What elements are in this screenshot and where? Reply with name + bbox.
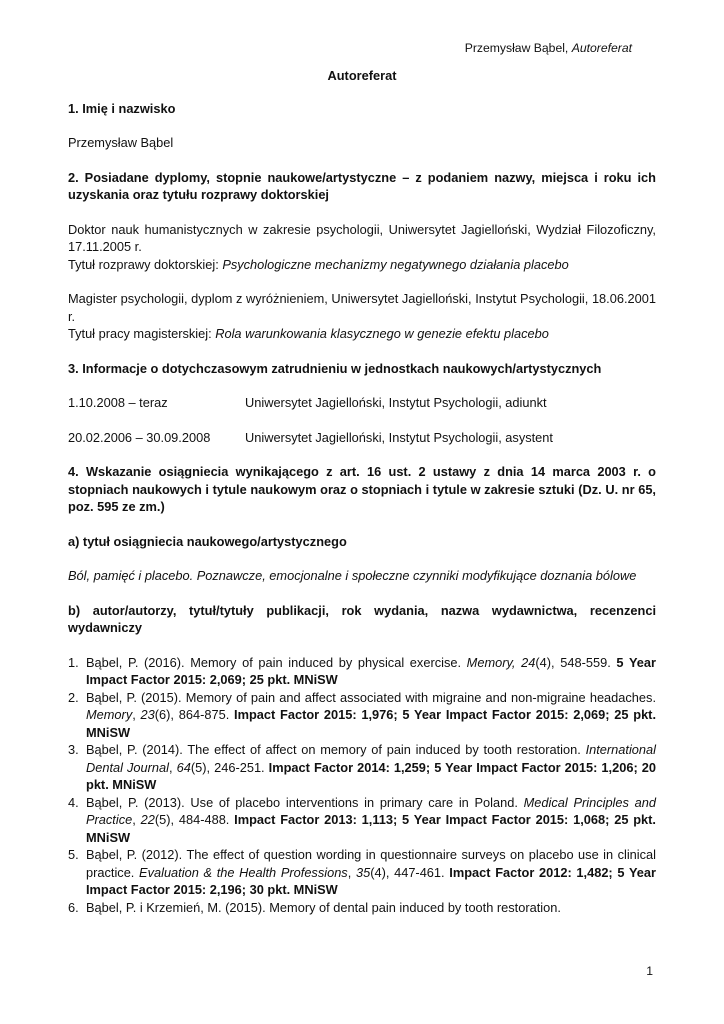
running-header bbox=[465, 41, 632, 55]
publication-number: 3. bbox=[68, 742, 79, 757]
phd-degree: Doktor nauk humanistycznych w zakresie psychologii, Uniwersytet Jagielloński, Wydział Filozoficzny, 17.11.2005 r. bbox=[68, 221, 656, 254]
publication-text bbox=[86, 654, 656, 689]
section-4-heading: 4. Wskazanie osiągniecia wynikającego z art. 16 ust. 2 ustawy z dnia 14 marca 2003 r. o stopniach naukowych i tytule naukowym oraz o stopniach i tytule w zakresie sztuki (Dz. U. nr 65, poz. 595 ze zm.) bbox=[68, 464, 656, 514]
pub-journal: Medical Principles and Practice bbox=[86, 794, 656, 827]
employment-date: 20.02.2006 – 30.09.2008 bbox=[68, 429, 211, 445]
pub-journal: Evaluation & the Health Professions bbox=[139, 864, 348, 880]
pub-pages: (4), 548-559. bbox=[535, 654, 617, 670]
publication-text bbox=[86, 689, 656, 742]
pub-sep: , bbox=[347, 864, 356, 880]
section-1-heading: 1. Imię i nazwisko bbox=[68, 100, 176, 116]
pub-volume: 23 bbox=[140, 707, 155, 722]
pub-pages: (6), 864-875. bbox=[154, 707, 235, 722]
pub-citation: Bąbel, P. i Krzemień, M. (2015). Memory of dental pain induced by tooth restoration. bbox=[86, 899, 561, 915]
employment-date: 1.10.2008 – teraz bbox=[68, 395, 168, 410]
publication-number: 5. bbox=[68, 847, 79, 862]
employment-desc: Uniwersytet Jagielloński, Instytut Psychologii, adiunkt bbox=[245, 395, 547, 410]
header-author: Przemysław Bąbel, bbox=[464, 41, 572, 55]
pub-metrics: Impact Factor 2015: 1,976; 5 Year Impact Factor 2015: 2,069; 25 pkt. MNiSW bbox=[86, 707, 657, 740]
publication-item bbox=[68, 899, 656, 917]
publication-item bbox=[68, 741, 656, 794]
pub-volume: 64 bbox=[176, 759, 191, 775]
publication-number: 4. bbox=[68, 794, 79, 810]
ma-paragraph bbox=[68, 290, 656, 343]
ma-thesis-line bbox=[68, 325, 656, 343]
pub-citation: Bąbel, P. (2013). Use of placebo interventions in primary care in Poland. bbox=[86, 794, 524, 810]
pub-sep: , bbox=[132, 812, 141, 827]
publication-item bbox=[68, 846, 656, 899]
publication-number: 1. bbox=[68, 654, 79, 670]
publication-text bbox=[86, 741, 656, 794]
pub-journal: Memory, 24 bbox=[466, 654, 536, 670]
section-4a-heading: a) tytuł osiągniecia naukowego/artystycznego bbox=[68, 533, 347, 549]
pub-volume: 22 bbox=[140, 812, 155, 827]
section-2-heading: 2. Posiadane dyplomy, stopnie naukowe/artystyczne – z podaniem nazwy, miejsca i roku ich uzyskania oraz tytułu rozprawy doktorskiej bbox=[68, 169, 656, 202]
ma-thesis-label: Tytuł pracy magisterskiej: bbox=[68, 326, 216, 341]
pub-citation: Bąbel, P. (2012). The effect of question wording in questionnaire surveys on placebo use in clinical practice. bbox=[86, 847, 656, 880]
phd-thesis-label: Tytuł rozprawy doktorskiej: bbox=[68, 256, 223, 272]
pub-metrics: 5 Year Impact Factor 2015: 2,069; 25 pkt. MNiSW bbox=[86, 654, 657, 687]
section-3-heading: 3. Informacje o dotychczasowym zatrudnieniu w jednostkach naukowych/artystycznych bbox=[68, 360, 602, 376]
pub-citation: Bąbel, P. (2014). The effect of affect on memory of pain induced by tooth restoration. bbox=[86, 742, 586, 757]
pub-citation: Bąbel, P. (2015). Memory of pain and affect associated with migraine and non-migraine headaches. bbox=[86, 689, 656, 705]
pub-journal: International Dental Journal bbox=[86, 742, 656, 775]
publication-item bbox=[68, 654, 656, 689]
ma-thesis-title: Rola warunkowania klasycznego w genezie efektu placebo bbox=[215, 326, 549, 341]
pub-metrics: Impact Factor 2014: 1,259; 5 Year Impact Factor 2015: 1,206; 20 pkt. MNiSW bbox=[86, 759, 656, 792]
phd-thesis-title: Psychologiczne mechanizmy negatywnego działania placebo bbox=[222, 256, 569, 272]
header-doc: Autoreferat bbox=[571, 41, 632, 55]
publication-text bbox=[86, 846, 656, 899]
pub-metrics: Impact Factor 2013: 1,113; 5 Year Impact Factor 2015: 1,068; 25 pkt. MNiSW bbox=[86, 812, 656, 845]
phd-paragraph bbox=[68, 221, 656, 274]
employment-row bbox=[68, 429, 656, 447]
publication-text bbox=[86, 794, 656, 847]
page-number: 1 bbox=[646, 964, 653, 978]
publication-list bbox=[68, 654, 656, 917]
pub-metrics: Impact Factor 2012: 1,482; 5 Year Impact Factor 2015: 2,196; 30 pkt. MNiSW bbox=[86, 864, 656, 897]
document-title: Autoreferat bbox=[327, 68, 397, 83]
full-name: Przemysław Bąbel bbox=[68, 135, 174, 150]
section-4b-heading: b) autor/autorzy, tytuł/tytuły publikacji, rok wydania, nazwa wydawnictwa, recenzenci wydawniczy bbox=[68, 602, 656, 635]
pub-sep: , bbox=[169, 759, 177, 775]
document-body bbox=[68, 67, 656, 916]
pub-volume: 35 bbox=[355, 864, 371, 880]
ma-degree: Magister psychologii, dyplom z wyróżnieniem, Uniwersytet Jagielloński, Instytut Psychologii, 18.06.2001 r. bbox=[68, 291, 656, 324]
achievement-title: Ból, pamięć i placebo. Poznawcze, emocjonalne i społeczne czynniki modyfikujące doznania bólowe bbox=[68, 568, 637, 583]
pub-pages: (5), 246-251. bbox=[190, 759, 269, 775]
pub-journal: Memory bbox=[86, 707, 133, 722]
pub-sep: , bbox=[132, 707, 141, 722]
publication-number: 2. bbox=[68, 689, 79, 705]
pub-pages: (5), 484-488. bbox=[154, 812, 235, 827]
pub-pages: (4), 447-461. bbox=[370, 864, 450, 880]
pub-citation: Bąbel, P. (2016). Memory of pain induced by physical exercise. bbox=[86, 654, 467, 670]
publication-number: 6. bbox=[68, 899, 79, 915]
phd-thesis-line bbox=[68, 256, 656, 274]
publication-text bbox=[86, 899, 656, 917]
publication-item bbox=[68, 794, 656, 847]
publication-item bbox=[68, 689, 656, 742]
employment-desc: Uniwersytet Jagielloński, Instytut Psychologii, asystent bbox=[245, 429, 553, 445]
employment-row bbox=[68, 394, 656, 412]
